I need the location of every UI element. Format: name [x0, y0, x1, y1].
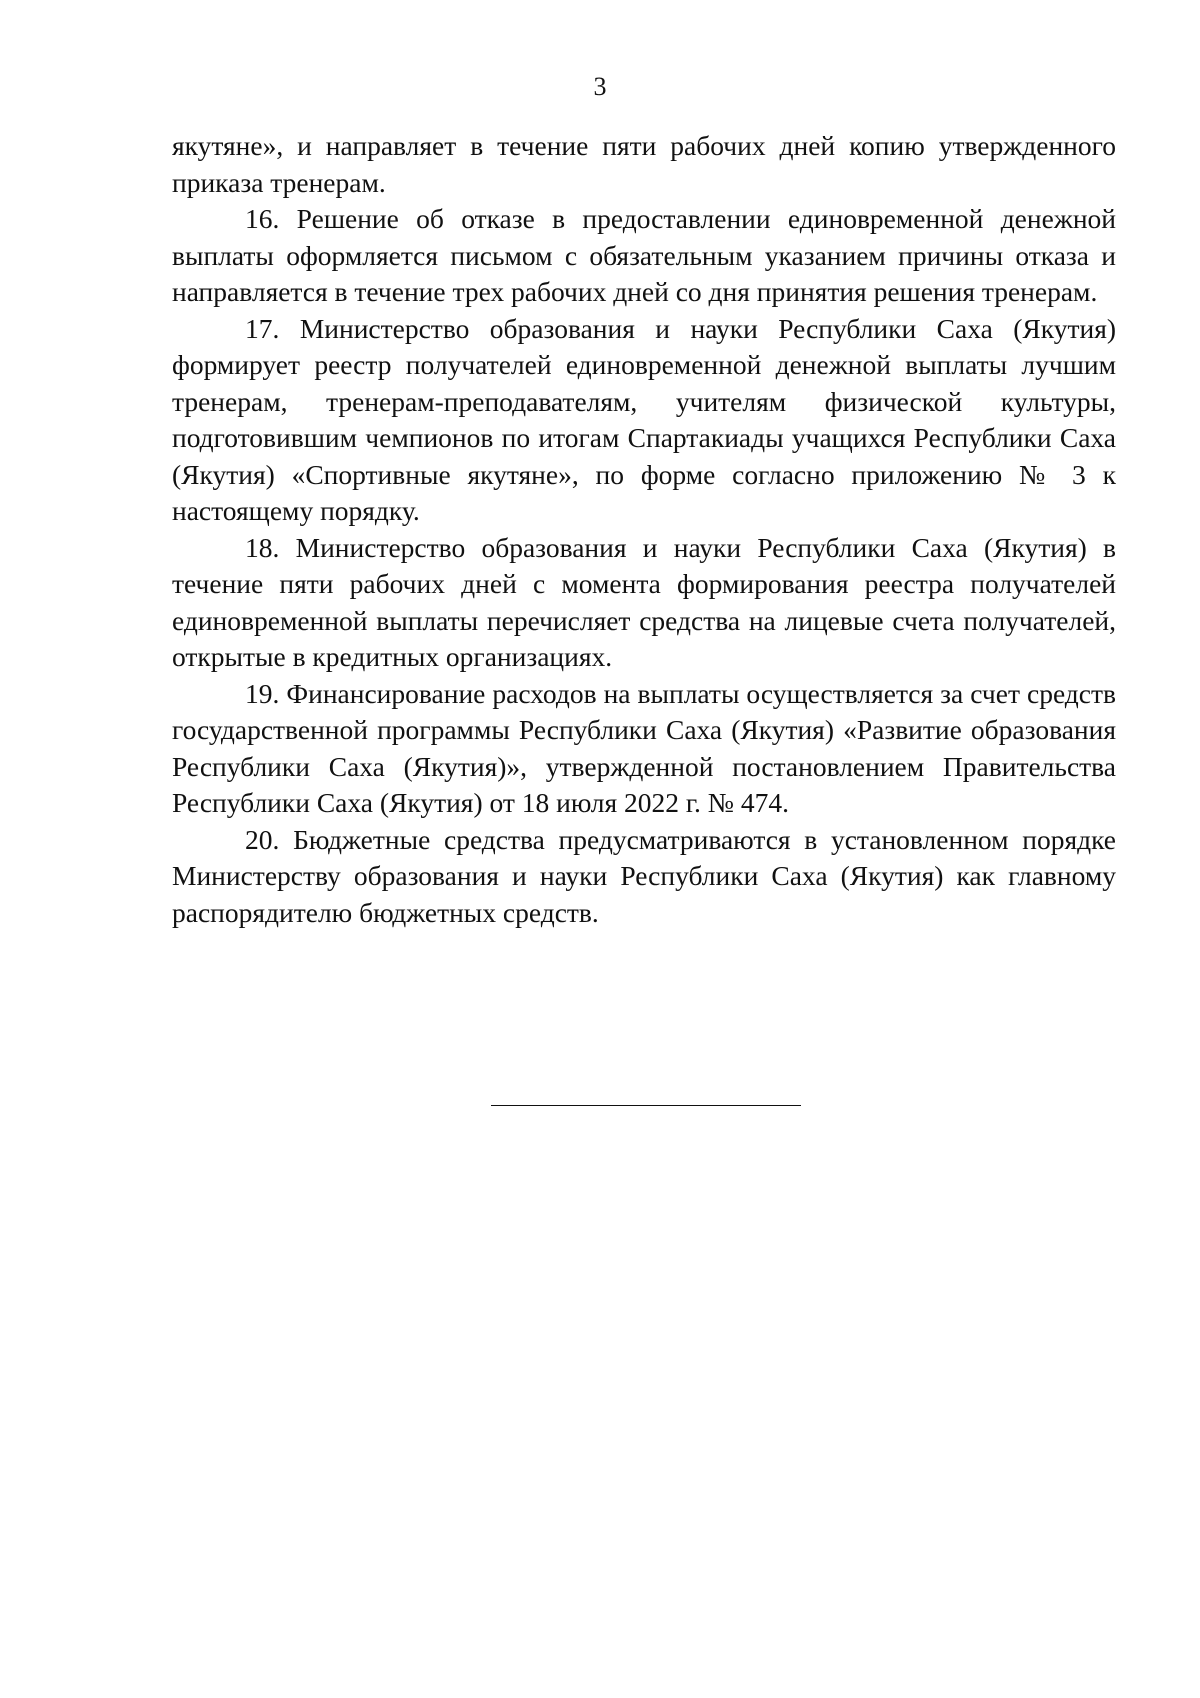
paragraph-continuation: якутяне», и направляет в течение пяти рабочих дней копию утвержденного приказа тренерам. [172, 130, 1116, 198]
end-of-document-rule [491, 1105, 801, 1106]
document-body [172, 128, 1116, 931]
paragraph-20: 20. Бюджетные средства предусматриваются в установленном порядке Министерству образования и науки Республики Саха (Якутия) как главному распорядителю бюджетных средств. [172, 823, 1116, 928]
paragraph-16: 16. Решение об отказе в предоставлении единовременной денежной выплаты оформляется письмом с обязательным указанием причины отказа и направляется в течение трех рабочих дней со дня принятия решения тренерам. [172, 203, 1116, 307]
page-number: 3 [593, 72, 607, 101]
paragraph-18: 18. Министерство образования и науки Республики Саха (Якутия) в течение пяти рабочих дней с момента формирования реестра получателей единовременной выплаты перечисляет средства на лицевые счета получателей, открытые в кредитных организациях. [172, 531, 1116, 672]
paragraph-19: 19. Финансирование расходов на выплаты осуществляется за счет средств государственной программы Республики Саха (Якутия) «Развитие образования Республики Саха (Якутия)», утвержденной постановлением Правительства Республики Саха (Якутия) от 18 июля 2022 г. № 474. [172, 677, 1116, 818]
paragraph-17: 17. Министерство образования и науки Республики Саха (Якутия) формирует реестр получателей единовременной денежной выплаты лучшим тренерам, тренерам-преподавателям, учителям физической культуры, подготовившим чемпионов по итогам Спартакиады учащихся Республики Саха (Якутия) «Спортивные якутяне», по форме согласно приложению № 3 к настоящему порядку. [172, 312, 1116, 526]
